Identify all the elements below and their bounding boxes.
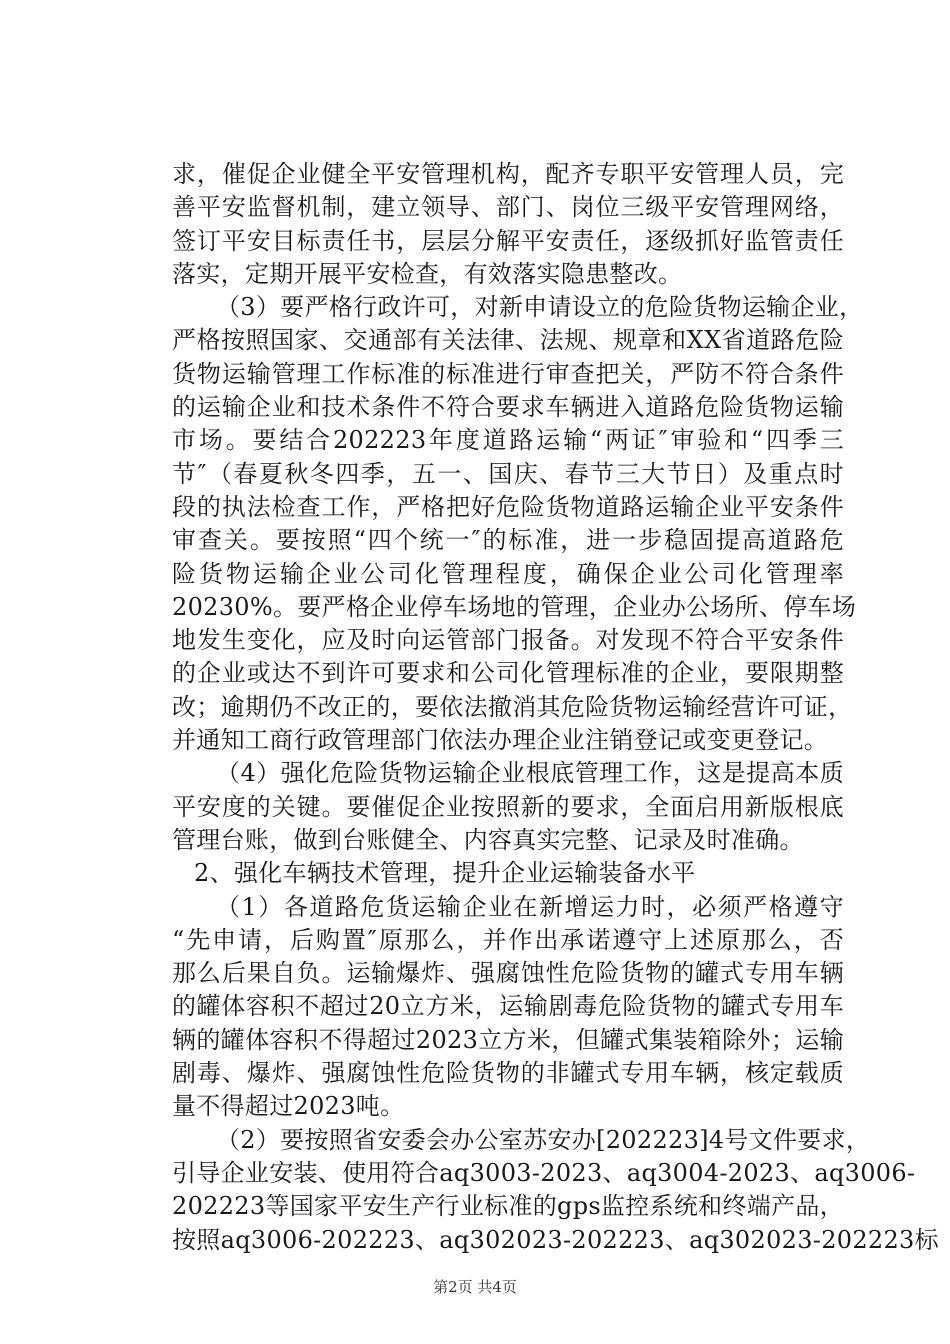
text-line: 2、强化车辆技术管理，提升企业运输装备水平 [194,859,696,888]
text-line: 的运输企业和技术条件不符合要求车辆进入道路危险货物运输 [172,393,844,422]
text-line: 202223等国家平安生产行业标准的gps监控系统和终端产品， [172,1192,844,1221]
text-line: 引导企业安装、使用符合aq3003-2023、aq3004-2023、aq3006- [172,1158,916,1187]
text-line: 市场。要结合202223年度道路运输“两证″审验和“四季三 [172,426,844,455]
page-number-indicator: 第2页 共4页 [433,1278,517,1296]
text-line: （2）要按照省安委会办公室苏安办[202223]4号文件要求， [216,1125,871,1154]
text-line: 管理台账，做到台账健全、内容真实完整、记录及时准确。 [172,825,804,854]
text-line: 平安度的关键。要催促企业按照新的要求，全面启用新版根底 [172,792,844,821]
text-line: 的企业或达不到许可要求和公司化管理标准的企业，要限期整 [172,659,844,688]
text-line: 求，催促企业健全平安管理机构，配齐专职平安管理人员，完 [172,160,844,188]
text-line: 审查关。要按照“四个统一″的标准，进一步稳固提高道路危 [172,526,844,555]
text-line: 20230%。要严格企业停车场地的管理，企业办公场所、停车场 [172,592,857,621]
text-line: 地发生变化，应及时向运管部门报备。对发现不符合平安条件 [172,626,844,655]
text-line: 辆的罐体容积不得超过2023立方米，但罐式集装箱除外；运输 [172,1025,844,1054]
text-line: 善平安监督机制，建立领导、部门、岗位三级平安管理网络， [172,193,844,222]
text-line: 签订平安目标责任书，层层分解平安责任，逐级抓好监管责任 [172,226,844,255]
text-line: （1）各道路危货运输企业在新增运力时，必须严格遵守 [216,892,844,921]
document-body [172,158,939,1257]
text-line: 货物运输管理工作标准的标准进行审查把关，严防不符合条件 [172,359,844,388]
text-line: 落实，定期开展平安检查，有效落实隐患整改。 [172,259,683,288]
text-line: （3）要严格行政许可，对新申请设立的危险货物运输企业， [216,293,864,322]
text-line: 那么后果自负。运输爆炸、强腐蚀性危险货物的罐式专用车辆 [172,959,844,988]
text-line: （4）强化危险货物运输企业根底管理工作，这是提高本质 [216,759,844,788]
text-line: 段的执法检查工作，严格把好危险货物道路运输企业平安条件 [172,492,844,521]
text-line: “先申请，后购置″原那么，并作出承诺遵守上述原那么，否 [172,925,844,954]
text-line: 量不得超过2023吨。 [172,1092,405,1121]
text-line: 改；逾期仍不改正的，要依法撤消其危险货物运输经营许可证， [172,692,853,721]
text-line: 严格按照国家、交通部有关法律、法规、规章和XX省道路危险 [172,326,844,355]
page-footer [0,1276,950,1297]
text-line: 节″（春夏秋冬四季，五一、国庆、春节三大节日）及重点时 [172,459,844,488]
text-line: 的罐体容积不超过20立方米，运输剧毒危险货物的罐式专用车 [172,992,844,1021]
text-line: 并通知工商行政管理部门依法办理企业注销登记或变更登记。 [172,726,829,755]
text-line: 险货物运输企业公司化管理程度，确保企业公司化管理率 [172,559,844,588]
text-line: 剧毒、爆炸、强腐蚀性危险货物的非罐式专用车辆，核定载质 [172,1059,844,1088]
text-line: 按照aq3006-202223、aq302023-202223、aq302023-202223标 [172,1225,939,1254]
